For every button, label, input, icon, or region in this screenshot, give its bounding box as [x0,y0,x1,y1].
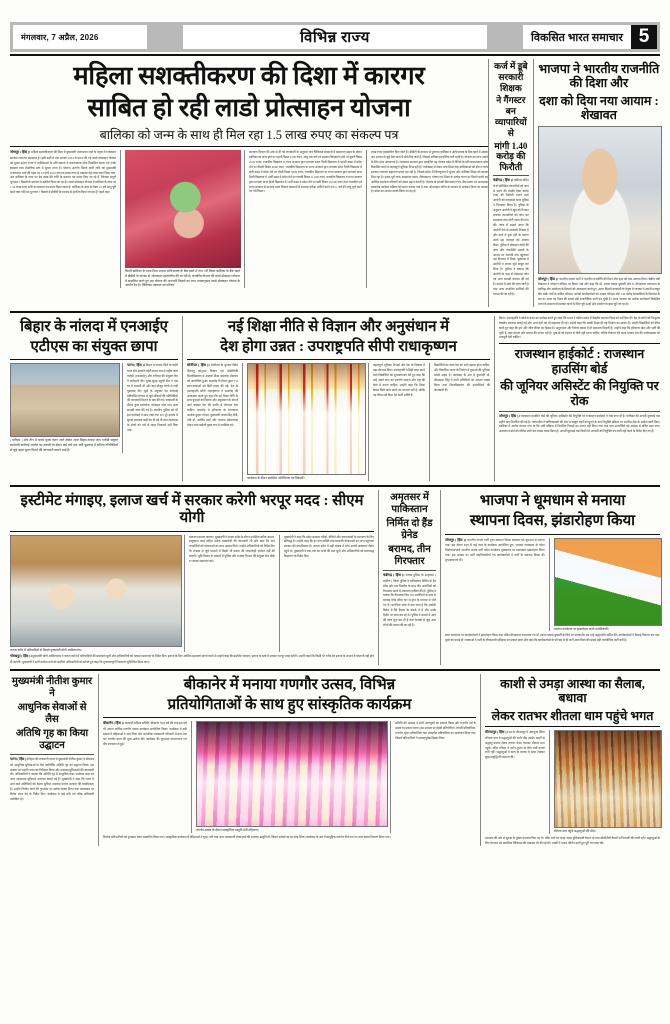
kashi-photo-col [549,730,660,834]
cmyogi-dateline-agency: ( हिंस )। [21,654,32,659]
top-right-kicker-story [488,59,533,307]
grenade-dateline-agency: ( हिंस )। [393,573,405,578]
housing-headline-line1: राजस्थान हाईकोर्ट : राजस्थान हाउसिंग बोर्ड [514,347,645,376]
housing-dateline-city: जोधपुर [499,413,509,418]
cmyogi-col-1-body: मुख्यमंत्री योगी आदित्यनाथ ने जनता दर्शन में फरियादियों की समस्याएं सुनीं और अधिकारियों को तत्काल समाधान के निर्देश दिए। इलाज के लिए आर्थिक सहायता मांगने वालों से उन्होंने कहा कि इस्टीमेट मंगाइए, इलाज के खर्च में सरकार भरपूर मदद करेगी। उन्होंने कहा कि किसी भी गरीब को इलाज के अभाव में परेशानी नहीं होने दी जाएगी। मुख्यमंत्री ने सभी प्रार्थना-पत्रों को संबंधित अधिकारियों को सौंपते हुए कहा कि गुणवत्तापूर्ण निस्तारण सुनिश्चित किया जाए। [10,654,374,665]
lead-col-4 [366,150,488,288]
cmyogi-col-2-text: समाधान कराया जाएगा। मुख्यमंत्री ने जनता दर्शन के दौरान उपस्थित करीब आधार, आयुष्मान कार्ड सहित अनेक दस्तावेजों की जानकारी ली और कहा कि पात्र लाभार्थियों को योजनाओं का लाभ अवश्य मिले। उन्होंने अधिकारियों को निर्देश दिए कि राजस्व से जुड़े मामलों में किसी भी प्रकार की लापरवाही बर्दाश्त नहीं की जाएगी। भूमि विवाद के मामलों में पुलिस और राजस्व विभाग की संयुक्त टीम मौके पर जाकर समाधान करे। [188,534,275,564]
bikaner-columns [103,721,476,833]
lead-dateline-city: जोधपुर [10,150,20,155]
kicker-dateline-agency: ( हिंस )। [502,177,514,182]
lead-headline-line1: महिला सशक्तीकरण की दिशा में कारगर [73,61,425,90]
bjpfound-photo-col [549,538,660,632]
kashi-col-1-text [485,730,545,760]
shekhawat-headline-line1: भाजपा ने भारतीय राजनीति की दिशा और [538,62,660,91]
nitish-headline-line3: अतिथि गृह का किया उद्घाटन [15,727,89,751]
kicker-rule [493,175,529,176]
bikaner-col-3-text: विजेता प्रतिभागियों को पुरस्कार देकर सम्मानित किया गया। सांस्कृतिक कार्यक्रम में महिलाओं ने घूमर, चरी तथा अन्य राजस्थानी लोकनृत्यों की शानदार प्रस्तुति दी, जिसने दर्शकों का मन मोह लिया। कार्यक्रम के अंत में सामूहिक गणगौर गीत गाए गए तथा प्रसाद वितरण किया गया। [103,835,391,840]
band-two-bottom-rule [10,485,660,487]
bikaner-dateline-city: बीकानेर [103,721,113,726]
lead-col-3 [244,150,366,288]
education-rule [187,359,490,360]
kashi-story [480,674,660,846]
nalanda-body: बिहार में नांलदा जिले के लहेरी थाना क्षेत्र अंतर्गत लहेरी सराय गांव में राष्ट्रीय जांच एजेंसी (एनआईए) और एटीएस की संयुक्त टीम ने छापेमारी की। सुबह-सुबह पहुंची टीम ने एक घर में तलाशी ली और वहां मौजूद लोगों से लंबी पूछताछ की। सूत्रों के अनुसार यह कार्रवाई प्रतिबंधित संगठन से जुड़े संदिग्धों की गतिविधियों की जानकारी मिलने के बाद की गई। छापेमारी के दौरान कुछ दस्तावेज, मोबाइल फोन तथा अन्य सामग्री जब्त की गई है। स्थानीय पुलिस को भी इस कार्रवाई में साथ रखा गया था। पूरे इलाके में सुरक्षा व्यवस्था कड़ी कर दी गई थी तथा आसपास के लोगों को घरों से बाहर निकलने नहीं दिया गया। [127,363,178,432]
bikaner-photo [196,721,388,827]
cmyogi-rule [10,531,374,532]
bikaner-col-2 [390,721,476,833]
lead-story [10,59,488,307]
education-col-3 [429,363,490,481]
masthead-spacer-right [487,22,523,52]
bjp-foundation-story [440,490,660,665]
education-col-2-text: महत्वपूर्ण भूमिका निभाई और देश के विकास में बड़ा योगदान दिया। उपराष्ट्रपति ने डिग्री प्राप्त करने वाले विद्यार्थियों को शुभकामनाएं देते हुए कहा कि उन्हें अपने ज्ञान का उपयोग समाज और राष्ट्र की सेवा में करना चाहिए। उन्होंने कहा कि शिक्षा केवल डिग्री प्राप्त करने का माध्यम नहीं है, बल्कि यह जीवन को दिशा देने वाली शक्ति है। [372,363,426,397]
bjpfound-col-1-text [445,538,545,563]
education-col-4-text: किया। उपराष्ट्रपति ने कोरोना काल का उल्लेख करते हुए कहा कि भारत ने कठिन समय में वैक्सीन बनाकर विश्व को नई दिशा दी। देश के लोगों को निःशुल्क वैक्सीन उपलब्ध कराई गई और अन्य देशों को भी सहायता दी गई। उन्होंने कहा कि अच्छी शिक्षा ही राष्ट्र निर्माण का आधार है। उन्होंने विद्यार्थियों को प्रेरित करते हुए कहा कि हार और जीत जीवन का हिस्सा है। अनुशासन और निरंतर प्रयास में ही सफलता मिलती है। उन्होंने कहा कि हरियाणा खेल और भर्ती की भूमि है, जहां मेहनत और साहस की परंपरा रही है। युवाओं को मेहनत से पीछे नहीं हटना चाहिए, बल्कि रोजगार देने वाला बनकर देश की अर्थव्यवस्था को मजबूती देनी चाहिए। [499,315,660,340]
bikaner-col-1-body: मारवाड़ी महिला समिति, बीकानेर ने हर वर्ष की तरह इस वर्ष भी अपना वार्षिक गणगौर उत्सव कार्यक्रम आयोजित किया। कार्यक्रम में बड़ी संख्या में महिलाओं ने भाग लिया और पारंपरिक राजस्थानी परिधानों में सज-धज कर गणगौर माता की पूजा-अर्चना की। कार्यक्रम की शुरुआत मंगलाचरण एवं दीप प्रज्वलन से हुई। [103,721,187,746]
grenade-story [378,490,440,665]
lead-columns [10,150,488,288]
education-col-1 [187,363,242,481]
lead-dateline-agency: ( हिंस )। [19,150,31,155]
cmyogi-dateline-city: गोरखपुर [10,654,21,659]
band-lead [10,59,660,307]
kashi-rule [485,726,660,727]
nitish-body: बिहार की राजधानी पटना में मुख्यमंत्री नीतीश कुमार ने सोमवार को आधुनिक सुविधाओं से लैस नवनिर्मित अतिथि गृह का उद्घाटन किया। इस अवसर पर उन्होंने भवन का निरीक्षण किया और उपलब्ध सुविधाओं की जानकारी ली। अधिकारियों ने बताया कि अतिथि गृह में आधुनिक कक्ष, सम्मेलन कक्ष एवं अन्य आवश्यक सुविधाएं उपलब्ध कराई गई हैं। मुख्यमंत्री ने कहा कि राज्य में आने वाले अतिथियों को बेहतर सुविधा उपलब्ध कराना सरकार की प्राथमिकता है। उन्होंने निर्माण कार्य की गुणवत्ता पर संतोष व्यक्त किया तथा रखरखाव पर विशेष ध्यान देने के निर्देश दिए। कार्यक्रम में कई मंत्री एवं वरिष्ठ अधिकारी उपस्थित रहे। [10,756,94,802]
cmyogi-col-3 [279,535,374,653]
bikaner-photo-col [191,721,390,833]
kicker-headline-line3: मांगी 1.40 करोड़ की फिरौती [494,140,528,173]
lead-photo-baby [125,150,241,268]
kashi-col-1-body: उप्र के मीरजापुर में अष्टभुजा स्थित शीतला धाम में श्रद्धालुओं की भारी भीड़ उमड़ी। काशी से श्रद्धालु बधावा लेकर रातभर पैदल चलकर शीतला धाम पहुंचे। मंदिर परिसर में दर्शन-पूजन के लिए लंबी कतारें लगी रहीं। श्रद्धालुओं ने माता के दरबार में मत्था टेककर सुख-समृद्धि की कामना की। [485,730,545,760]
kicker-body: चंडीगढ़ सहित में दो प्रशिक्षित व्यापारियों को जान से मारने की धमकी देकर करोड़ रुपए की फिरौती मांगने वाले आरोपी को राजस्थान थाना पुलिस ने गिरफ्तार किया है। पुलिस के अनुसार आरोपी ने खुद को गैंगस्टर बताकर व्यापारियों को फोन कर धमकाया तथा मोटी रकम की मांग की। जांच में सामने आया कि आरोपी पेशे से सरकारी शिक्षक है और कर्ज में डूबा होने के कारण उसने इस वारदात को अंजाम दिया। पुलिस ने मोबाइल नंबरों की जांच और तकनीकी साक्ष्यों के आधार पर आरोपी तक पहुंचकर उसे हिरासत में लिया। पूछताछ में आरोपी ने अपना जुर्म कबूल कर लिया है। पुलिस ने बताया कि आरोपी के पास से मोबाइल फोन एवं अन्य सामग्री बरामद की गई है। मामले में आगे की जांच जारी है तथा अन्य संभावित साथियों की तलाश की जा रही है। [493,177,529,296]
kashi-columns [485,730,660,834]
education-col-1-body: सोनीपत के मुरथल स्थित दीनबंधु छोटूराम विज्ञान एवं प्रौद्योगिकी विश्वविद्यालय में आठवां दीक्षा समारोह सोमवार को आयोजित हुआ। समारोह के दौरान कुल 752 छात्र-छात्राओं को डिग्री प्रदान की गई। देश के उपराष्ट्रपति सीपी राधाकृष्णन ने समारोह की अध्यक्षता करते हुए कहा कि नई शिक्षा नीति के साथ युवाओं को विज्ञान और अनुसंधान के क्षेत्र में आगे बढ़कर देश की प्रगति में योगदान देना चाहिए। समारोह में हरियाणा के राज्यपाल अशोक कुमार गोयल, मुख्यमंत्री नायब सिंह सैनी, मंत्री डॉ. अरविंद शर्मा और भाजपा प्रदेशाध्यक्ष मोहन लाल बडौली मुख्य रूप से उपस्थित रहे। [187,363,239,428]
grenade-headline-line1: अमृतसर में पाकिस्तान [390,492,429,516]
education-col-1-text [187,363,238,428]
masthead-spacer-left [147,22,183,52]
education-dateline-city: सोनीपत [187,363,198,368]
band-four [10,674,660,846]
grenade-rule [383,570,436,571]
bjpfound-col-2-text: सभा कार्यालय पर कार्यकर्ताओं ने झंडारोहण किया तथा पंडित दीनदयाल उपाध्याय एवं डॉ. श्यामा प्रसाद मुखर्जी के चित्र पर माल्यार्पण कर उन्हें श्रद्धांजलि अर्पित की। कार्यकर्ताओं ने मिठाई वितरण कर एक-दूसरे को बधाई दी। वक्ताओं ने पार्टी के गौरवशाली इतिहास पर प्रकाश डाला और कहा कि कार्यकर्ताओं के परिश्रम से ही पार्टी आज विश्व की सबसे बड़ी राजनीतिक पार्टी बनी है। [445,633,660,643]
shekhawat-dateline-city: जोधपुर [537,276,547,281]
kashi-headline-line2: लेकर रातभर शीतला धाम पहुंचे भगत [491,708,654,723]
education-col-2 [368,363,429,481]
bjpfound-columns [445,538,660,632]
cmyogi-headline: इस्टीमेट मंगाइए, इलाज खर्च में सरकार करेगी भरपूर मदद : सीएम योगी [20,493,364,527]
bikaner-headline-line2: प्रतियोगिताओं के साथ हुए सांस्कृतिक कार्यक्रम [167,697,412,714]
masthead-rule [10,54,660,56]
bikaner-story [98,674,480,846]
lead-col-4-text: लाख रुपए हस्तांतरित किए जाते हैं। डीबीटी के माध्यम से भुगतान बालिका व अभिभावक के बैंक खाते में अथवा जन आधार से जुड़े बैंक खाते में सीधे दिए जाते हैं, जिससे अधिक पारदर्शिता बनी रहती है। योजना का लाभ उठाने के लिए होना आवश्यक है। राजस्थान सरकार द्वारा संचालित यह योजना प्रदेश में बेटियों के प्रति सकारात्मक सोच विकसित करने में महत्वपूर्ण भूमिका निभा रही है। गर्भावस्था से लेकर उच्च शिक्षा तक बालिकाओं को दौरान राज्य सरकार लगातार सहायता प्रदान कर रही है, जिससे प्रदेश में लिंगानुपात में सुधार और बालिका शिक्षा को बढ़ावा मिल रहा है। प्रसव-पूर्व जांच, संस्थागत प्रसव, टीकाकरण, पोषण एवं शिक्षा के प्रत्येक चरण पर मिलने वाली यह आर्थिक सहायता परिवारों को संबल प्रदान करती है। योजना के प्रभावी क्रियान्वयन पत्र, बैंक खाता एवं आवश्यक दस्तावेज आवेदन प्रक्रिया को सरल बनाया गया है तथा ऑनलाइन पोर्टल के माध्यम से आवेदन किया जा सकता है। प्रदेश का आभार व्यक्त किया जा रहा है। [371,150,488,194]
lead-col-1-body: महिला सशक्तीकरण की दिशा में मुख्यमंत्री भजनलाल शर्मा के नेतृत्व में राजस्थान सरकार लगातार प्रयासरत है। इसी कड़ी में एक अगस्त 2024 से प्रारंभ की गई लाडो प्रोत्साहन योजना का मुख्य उद्देश्य राज्य में बालिकाओं के प्रति समाज में सकारात्मक सोच विकसित करना एवं उनके स्वास्थ्य तथा शैक्षणिक स्तर में सुधार लाना है। योजना अंतर्गत मिलने वाली राशि को मुख्यमंत्री भजनलाल शर्मा की पहल पर 12 मार्च 2025 को एक लाख रुपए से बढ़ाकर डेढ़ लाख रुपए किया गया, अब बालिका के जन्म पर डेढ़ लाख की राशि के संकल्प पत्र प्रदान किए जा रहे हैं, जिनका संपूर्ण भुगतान 7 किस्तों के माध्यम से अंतरित किया जा रहा है। लाडो प्रोत्साहन योजना में बालिका के जन्म पर 1.50 लाख रुपए राशि का संकल्प पत्र प्रदान किया जाता है। बालिका के जन्म से लेकर 21 वर्ष आयु पूरी करने तक राशि का भुगतान 7 किस्तों में डीबीटी के माध्यम से अंतरित किया जा रहा है। पहले जहां [10,150,116,195]
nitish-dateline-city: पटना [10,756,17,761]
shekhawat-headline-line2: दशा को दिया नया आयाम : शेखावत [539,93,659,123]
cm-yogi-story [10,490,378,665]
bikaner-headline-line1: बीकानेर में मनाया गणगौर उत्सव, विभिन्न [183,676,396,693]
housing-headline-line2: की जूनियर असिस्टेंट की नियुक्ति पर रोक [500,379,659,408]
grenade-headline-line2: निर्मित दो हैंड ग्रेनेड [386,518,433,542]
kicker-text [493,178,529,297]
kashi-photo-caption: शीतला धाम पहुंचे श्रद्धालुओं की भीड़। [553,829,596,834]
nalanda-dateline-agency: ( हिंस )। [134,363,146,368]
bjpfound-dateline-city: जोधपुर [445,537,455,542]
bikaner-col-2-text: समिति की अध्यक्ष ने सभी आगंतुकों का स्वागत किया और गणगौर पर्व के महत्व पर प्रकाश डाला। इस अवसर पर मेहंदी प्रतियोगिता, रंगोली प्रतियोगिता, गणगौर श्रृंगार प्रतियोगिता तथा लोकगीत प्रतियोगिता का आयोजन किया गया, जिसमें प्रतिभागियों ने उत्साहपूर्वक हिस्सा लिया। [395,721,476,741]
nalanda-text [127,363,178,433]
kicker-dateline-city: चंडीगढ़ [493,177,502,182]
lead-col-2 [120,150,244,288]
lead-col-1-text [10,150,116,195]
bjpfound-photo [554,538,662,626]
nalanda-text-col [122,363,178,452]
housing-dateline-agency: ( हिंस )। [508,413,520,418]
nitish-story [10,674,98,846]
masthead [10,22,660,52]
band-two [10,316,660,481]
housing-body: राजस्थान हाउसिंग बोर्ड की जूनियर असिस्टेंट की नियुक्ति पर राजस्थान हाईकोर्ट ने रोक लगा दी है। याचिका की अगली सुनवाई एक महीने बाद निर्धारित की गई है। न्यायाधीश ने याचिकाकर्ता की ओर से प्रस्तुत तर्कों को सुनने के बाद नियुक्ति प्रक्रिया पर अंतरिम रोक के आदेश जारी किए। याचिका में आरोप लगाया गया था कि भर्ती प्रक्रिया में निर्धारित नियमों का पालन नहीं किया गया तथा पात्र अभ्यर्थियों को अवसर से वंचित रखा गया। अदालत ने बोर्ड को नोटिस जारी कर जवाब तलब किया है। अगली सुनवाई तक किसी भी अभ्यर्थी को नियुक्ति पत्र जारी नहीं करने के निर्देश दिए गए हैं। [499,413,660,434]
nitish-headline-line1: मुख्यमंत्री नीतीश कुमार ने [11,675,93,699]
education-headline-line1: नई शिक्षा नीति से विज्ञान और अनुसंधान में [227,318,450,335]
lead-rule [10,146,488,147]
nitish-headline-line2: आधुनिक सेवाओं से लैस [17,701,87,725]
lead-col-1 [10,150,120,288]
kashi-headline-line1: काशी से उमड़ा आस्था का सैलाब, बधावा [500,676,645,706]
bikaner-rule [103,717,476,718]
nalanda-photo [10,363,120,437]
grenade-text [383,573,436,628]
kashi-col-1 [485,730,549,834]
lead-headline-line2: साबित हो रही लाडो प्रोत्साहन योजना [87,92,411,122]
cmyogi-photo [10,535,182,647]
bikaner-photo-caption: गणगौर उत्सव के दौरान सांस्कृतिक प्रस्तुति देतीं महिलाएं। [195,828,259,833]
nalanda-photo-caption: ( एटीएस ) और तीन में बताएं मुख्य फतन जाने क्षेत्रांत आज बिहार-नांलदा जांच एजेंसी संयुक्त छापेमारी कार्रवाई अंतर्गत घर तलाशी के दौरान कई घंटों तक चली पूछताछ में संदिग्ध गतिविधियों से जुड़े अहम सुराग मिलने की जानकारी सामने आई है। [10,438,118,452]
education-photo-col [242,363,368,481]
lead-photo-caption: किन्हीं बालिका के माता-पिता अथवा अभिभावक के बैंक खाते में तथा 7वीं किस्त बालिका के बैंक खाते में डीबीटी के माध्यम से ऑनलाइन हस्तांतरित की जा रही है। राजकीय योजना की लाडो प्रोत्साहन योजना में संचालित करते हुए इस योजना की अपनानी किस्तों का लाभ पात्रतानुसार लाडो प्रोत्साहन योजना के अंतर्गत देय है। चिकित्सा, स्वास्थ्य एवं परिवार [125,269,240,288]
nalanda-dateline-city: पटना [127,363,134,368]
kashi-photo [554,730,662,828]
band-three [10,490,660,665]
bjpfound-headline-line1: भाजपा ने धूमधाम से मनाया [479,493,626,510]
education-story [182,316,494,481]
bjpfound-headline-line2: स्थापना दिवस, झंडारोहण किया [469,513,636,530]
cmyogi-photo-col [10,535,184,653]
masthead-date: मंगलवार, 7 अप्रैल, 2026 [13,25,147,49]
bikaner-col-1 [103,721,191,833]
shekhawat-body: भारतीय जनता पार्टी ने भारतीय राजनीति की दिशा और दशा को नया आयाम दिया। केंद्रीय मंत्री शेखावत ने पोकरण मंदिरम पर विचार रखे और कहा कि डॉ. श्यामा प्रसाद मुखर्जी और पं. दीनदयाल उपाध्याय के पदचिह्न और अंत्योदय के विचारों को आत्मसात करते हुए, अटल बिहारी वाजपेयी के नेतृत्व में भाजपा ने अपनी मजबूत नींव रखी। वर्षों के कठिन परिश्रम, करोड़ों कार्यकर्ताओं को अथक परिश्रम और 140 करोड़ देशवासियों के विश्वास के बल पर आज यह विश्व की सबसे बड़ी राजनीतिक पार्टी बन चुकी है। आज भाजपा का प्रत्येक कार्यकर्ता विकसित भारत के संकल्प को साकार करने के लिए पूरी ऊर्जा और समर्पण के साथ जुटे जा रहा है। [537,276,660,306]
nalanda-photo-col [10,363,122,452]
bikaner-dateline-agency: ( हिंस )। [113,721,124,726]
housing-top-rule [499,343,660,344]
bjpfound-col-1-body: भारतीय जनता पार्टी द्वारा स्थापना दिवस सोमवार को धूमधाम से मनाया गया। इस दौरान शहर में कई तरह के कार्यक्रम आयोजित हुए। भाजपा राजस्थान के प्रदेश निर्वाचनप्रभारी भारतीय जनता पार्टी प्रदेश कार्यालय मुख्यालय पर प्रातःकाल झंडारोहण किया गया। इस अवसर पर पार्टी पदाधिकारियों एवं कार्यकर्ताओं ने पार्टी के स्थापना दिवस की शुभकामनाएं दीं। [445,537,545,562]
cmyogi-col-1-text [10,654,374,665]
kashi-dateline-city: मीरजापुर [485,730,497,735]
masthead-section-title: विभिन्न राज्य [183,25,487,49]
cmyogi-col-2 [184,535,279,653]
kicker-headline-line2: ने गैंगस्टर बन व्यापारियों से [495,95,527,138]
kashi-dateline-agency: ( हिंस )। [497,730,508,735]
grenade-body: पंजाब पुलिस के अमृतसर ( ग्रामीण ) जिला पुलिस ने पाकिस्तान निर्मित दो हैंड ग्रेनेड और एक पिस्तौल के साथ तीन आरोपियों को गिरफ्तार करने में सफलता हासिल की है। पुलिस ने बताया कि गिरफ्तार किए गए आरोपियों के पास से बरामद ग्रेनेड सीमा पार से ड्रोन के माध्यम से भेजे गए थे। प्रारंभिक जांच में पता चला है कि आरोपी विदेश में बैठे हैंडलर के संपर्क में थे और उनके निर्देश पर काम कर रहे थे। पुलिस ने मामले में आगे की जांच शुरू कर दी है तथा नेटवर्क से जुड़े अन्य लोगों की तलाश की जा रही है। [383,573,436,628]
housing-board-story [494,316,660,481]
education-col-3-text: विद्यार्थियों का लक्ष्य देश को आगे बढ़ाना होना चाहिए, और विकसित भारत के निर्माण में युवाओं की भूमिका सबसे अहम है। कार्यक्रम के अंत में कुलपति प्रो. श्रीप्रकाश सिंह ने सभी अतिथियों का आभार व्यक्त किया तथा विश्वविद्यालय की उपलब्धियों की जानकारी दी। [434,363,490,392]
housing-text [499,414,660,434]
nalanda-columns [10,363,178,452]
education-photo-caption: कार्यक्रम के दौरान उपस्थित अतिथिगण एवं विद्यार्थी। [247,476,305,481]
nalanda-headline-line2: एटीएस का संयुक्त छापा [30,339,158,356]
nalanda-rule [10,359,178,360]
education-columns [187,363,490,481]
masthead-page-number: 5 [631,25,657,49]
lead-col-3-text: कल्याण विभाग की ओर से दी गई जानकारी के अनुसार पात्र चिकित्सा संस्थानों में संस्थागत प्रसव के दौरान बालिका का जन्म होने पर पहली किस्त 2500 रुपए, आयु एक वर्ष एवं समस्त टीकाकरण होने पर दूसरी किस्त 2520 रुपए, राजकीय विद्यालय व राज्य सरकार द्वारा मान्यता प्राप्त निजी विद्यालय में पहली कक्षा में प्रवेश लेने पर तीसरी किस्त 4000 रुपए, राजकीय विद्यालय या राज्य सरकार द्वारा मान्यता प्राप्त निजी विद्यालय में छठी कक्षा में प्रवेश लेने पर चौथी किस्त 5000 रुपए, राजकीय विद्यालय या राज्य सरकार द्वारा मान्यता प्राप्त निजी विद्यालय में 10वीं कक्षा में प्रवेश लेने पर पांचवीं किस्त 11,000 रुपए, राजकीय विद्यालय व राज्य सरकार द्वारा मान्यता प्राप्त निजी विद्यालय में 12वीं कक्षा में प्रवेश लेने पर छठी किस्त 25,000 रुपए तथा राजकीय एवं राज्य सरकार से मान्यता प्राप्त शिक्षण संस्थानों से स्नातक परीक्षा उत्तीर्ण करने एवं 21 वर्ष की आयु पूर्ण करने पर 7वीं किस्त 1 [249,150,362,194]
education-headline-line2: देश होगा उन्नत : उपराष्ट्रपति सीपी राधाकृष्णन [220,339,457,356]
kashi-col-2-text: प्रशासन की ओर से सुरक्षा के पुख्ता इंतजाम किए गए थे। मंदिर मार्ग पर जगह-जगह पुलिसकर्मी तैनात रहे तथा सीसीटीवी कैमरों से निगरानी की जाती रही। श्रद्धालुओं के लिए पेयजल एवं प्राथमिक चिकित्सा की व्यवस्था भी की गई थी। भक्तों ने भजन-कीर्तन करते हुए पूरी रात यात्रा की। [485,835,660,845]
nitish-rule [10,754,94,755]
nalanda-headline-line1: बिहार के नांलदा में एनआईए [20,318,168,335]
cmyogi-columns [10,535,374,653]
nitish-dateline-agency: ( हिंस )। [17,756,28,761]
grenade-headline-line3: बरामद, तीन गिरफ्तार [388,544,431,568]
nalanda-story [10,316,182,481]
bjpfound-dateline-agency: ( हिंस )। [455,537,467,542]
shekhawat-photo [538,126,662,274]
education-photo [247,363,366,475]
band-three-bottom-rule [10,669,660,671]
bjpfound-col-1 [445,538,549,632]
shekhawat-dateline-agency: ( हिंस )। [547,276,559,281]
nitish-text [10,757,94,802]
masthead-brand: विकसित भारत समाचार [523,25,631,49]
kicker-headline-line1: कर्ज में डूबे सरकारी शिक्षक [494,61,528,93]
shekhawat-text [538,277,660,307]
education-dateline-agency: ( हिंस )। [198,363,210,368]
grenade-dateline-city: चंडीगढ़ [383,573,392,578]
bjpfound-rule [445,534,660,535]
lead-subheadline: बालिका को जन्म के साथ ही मिल रहा 1.5 लाख रुपए का संकल्प पत्र [99,128,399,143]
band-lead-bottom-rule [10,311,660,313]
cmyogi-col-3-text: मुख्यमंत्री ने कहा कि प्रदेश सरकार गरीबों, वंचितों और जरूरतमंदों के कल्याण के लिए प्रतिबद्ध है। उन्होंने कहा कि हर पात्र व्यक्ति तक सरकारी योजनाओं का लाभ पहुंचाना सरकार की प्राथमिकता है। जनता दर्शन में बड़ी संख्या में लोग अपनी समस्याएं लेकर पहुंचे थे। मुख्यमंत्री ने एक-एक कर सभी की बात सुनी और अधिकारियों को समयबद्ध निस्तारण के निर्देश दिए। [283,534,374,559]
bikaner-col-1-text [103,721,187,746]
bjpfound-photo-caption: भाजपा कार्यालय पर झंडारोहण करते पदाधिकारी। [553,626,609,631]
bjp-shekhawat-story [533,59,660,307]
housing-rule [499,411,660,412]
cmyogi-photo-caption: जनता दर्शन में फरियादियों से मिलते मुख्यमंत्री योगी आदित्यनाथ। [10,647,82,652]
